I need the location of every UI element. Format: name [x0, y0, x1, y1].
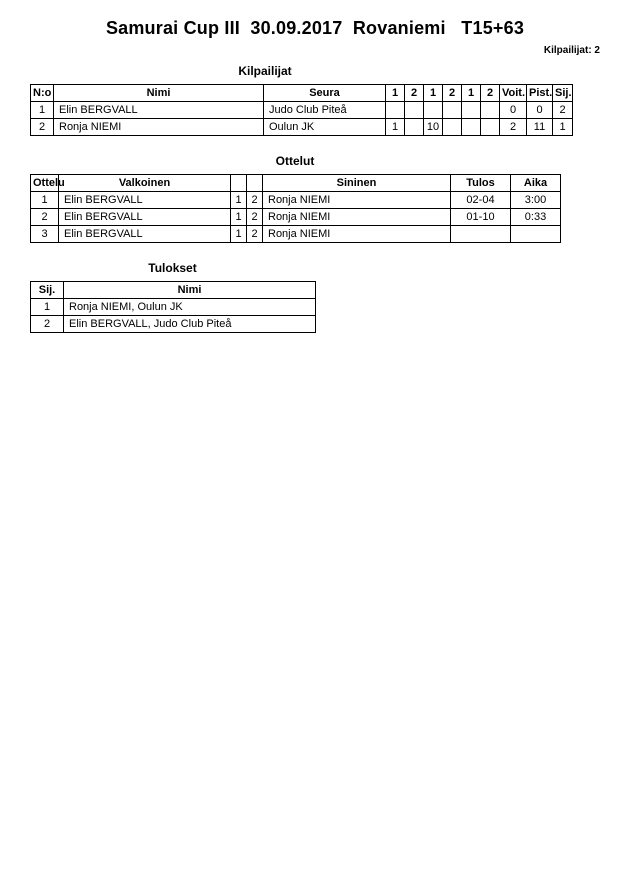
col-header-seura: Seura — [264, 85, 386, 102]
cell-score — [462, 119, 481, 136]
cell-score — [424, 102, 443, 119]
col-header-aika: Aika — [511, 175, 561, 192]
cell-valkoinen: Elin BERGVALL — [59, 192, 231, 209]
cell-corner2: 2 — [247, 226, 263, 243]
cell-nimi: Ronja NIEMI, Oulun JK — [64, 299, 316, 316]
cell-score — [481, 102, 500, 119]
col-header-nimi: Nimi — [54, 85, 264, 102]
col-header-tulos: Tulos — [451, 175, 511, 192]
cell-tulos: 01-10 — [451, 209, 511, 226]
kilpailijat-header-row — [31, 85, 573, 102]
ottelut-table — [30, 174, 561, 243]
cell-aika — [511, 226, 561, 243]
cell-sij: 2 — [553, 102, 573, 119]
cell-tulos — [451, 226, 511, 243]
col-header-empty — [231, 175, 247, 192]
cell-corner1: 1 — [231, 209, 247, 226]
ottelut-header-row — [31, 175, 561, 192]
cell-sij: 1 — [553, 119, 573, 136]
tulokset-table — [30, 281, 316, 333]
table-row — [31, 209, 561, 226]
cell-valkoinen: Elin BERGVALL — [59, 226, 231, 243]
cell-match-no: 1 — [31, 192, 59, 209]
cell-corner2: 2 — [247, 192, 263, 209]
cell-sij: 2 — [31, 316, 64, 333]
cell-nimi: Elin BERGVALL — [54, 102, 264, 119]
page-title: Samurai Cup III 30.09.2017 Rovaniemi T15+63 — [105, 18, 525, 38]
col-header-no: N:o — [31, 85, 54, 102]
cell-pist: 0 — [527, 102, 553, 119]
col-header-voit: Voit. — [500, 85, 527, 102]
table-row — [31, 299, 316, 316]
cell-sij: 1 — [31, 299, 64, 316]
cell-seura: Judo Club Piteå — [264, 102, 386, 119]
cell-aika: 0:33 — [511, 209, 561, 226]
table-row — [31, 102, 573, 119]
col-header-valkoinen: Valkoinen — [59, 175, 231, 192]
cell-aika: 3:00 — [511, 192, 561, 209]
col-header-sij: Sij. — [31, 282, 64, 299]
kilpailijat-table — [30, 84, 573, 136]
col-header-sij: Sij. — [553, 85, 573, 102]
cell-sininen: Ronja NIEMI — [263, 192, 451, 209]
col-header-pist: Pist. — [527, 85, 553, 102]
cell-score — [405, 119, 424, 136]
cell-score — [405, 102, 424, 119]
cell-sininen: Ronja NIEMI — [263, 209, 451, 226]
cell-nimi: Elin BERGVALL, Judo Club Piteå — [64, 316, 316, 333]
cell-no: 1 — [31, 102, 54, 119]
kilpailijat-heading: Kilpailijat — [238, 64, 292, 78]
cell-match-no: 2 — [31, 209, 59, 226]
cell-nimi: Ronja NIEMI — [54, 119, 264, 136]
col-header-empty — [247, 175, 263, 192]
col-header-score5: 1 — [462, 85, 481, 102]
competitor-count: Kilpailijat: 2 — [543, 45, 600, 56]
table-row — [31, 226, 561, 243]
tulokset-heading: Tulokset — [148, 261, 197, 275]
cell-score — [481, 119, 500, 136]
cell-score — [443, 119, 462, 136]
cell-voit: 2 — [500, 119, 527, 136]
col-header-score3: 1 — [424, 85, 443, 102]
cell-corner2: 2 — [247, 209, 263, 226]
cell-no: 2 — [31, 119, 54, 136]
ottelut-heading: Ottelut — [275, 154, 315, 168]
cell-voit: 0 — [500, 102, 527, 119]
table-row — [31, 192, 561, 209]
col-header-sininen: Sininen — [263, 175, 451, 192]
cell-score — [462, 102, 481, 119]
cell-sininen: Ronja NIEMI — [263, 226, 451, 243]
col-header-score2: 2 — [405, 85, 424, 102]
col-header-nimi: Nimi — [64, 282, 316, 299]
cell-valkoinen: Elin BERGVALL — [59, 209, 231, 226]
cell-tulos: 02-04 — [451, 192, 511, 209]
cell-score — [443, 102, 462, 119]
table-row — [31, 316, 316, 333]
col-header-score6: 2 — [481, 85, 500, 102]
cell-match-no: 3 — [31, 226, 59, 243]
cell-score — [386, 102, 405, 119]
tulokset-header-row — [31, 282, 316, 299]
cell-score: 10 — [424, 119, 443, 136]
col-header-score1: 1 — [386, 85, 405, 102]
cell-corner1: 1 — [231, 226, 247, 243]
col-header-score4: 2 — [443, 85, 462, 102]
cell-seura: Oulun JK — [264, 119, 386, 136]
col-header-ottelu: Ottelu — [31, 175, 59, 192]
cell-corner1: 1 — [231, 192, 247, 209]
cell-score: 1 — [386, 119, 405, 136]
table-row — [31, 119, 573, 136]
cell-pist: 11 — [527, 119, 553, 136]
